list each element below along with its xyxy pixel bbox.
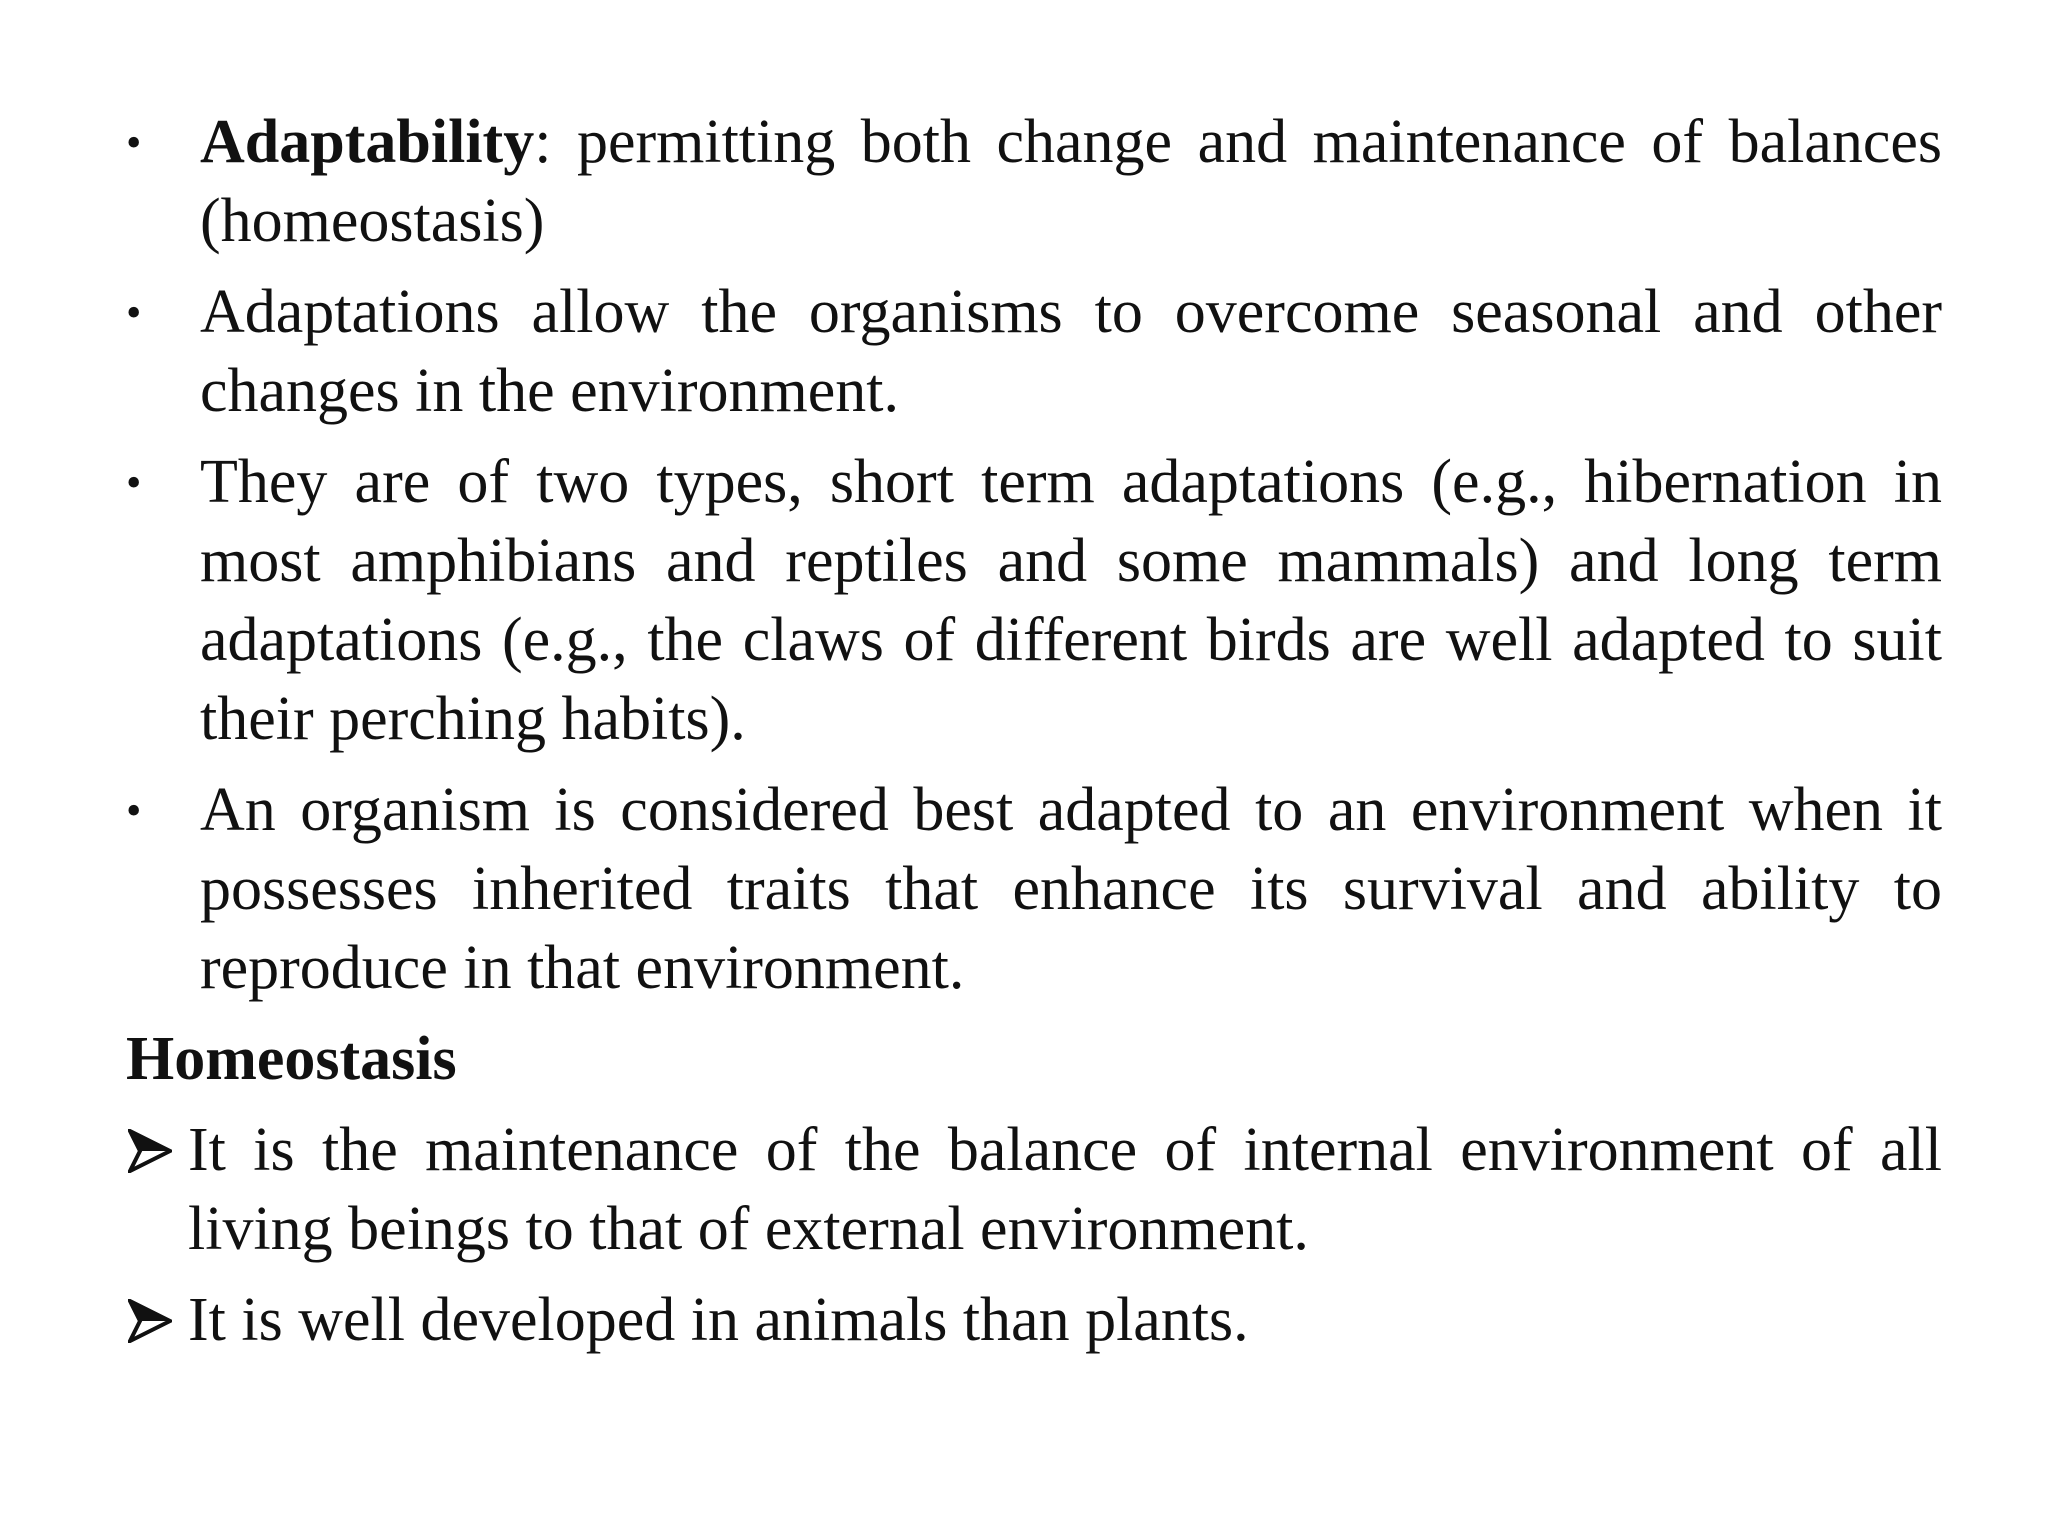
homeostasis-item-text: It is the maintenance of the balance of internal environment of all living beings to that of external environment. [188, 1116, 1942, 1263]
bullet-bold-term: Adaptability [200, 108, 535, 176]
bullet-item-best-adapted [126, 771, 1942, 1008]
bullet-item-adaptations [126, 273, 1942, 431]
arrowhead-bullet-icon [128, 1299, 172, 1343]
homeostasis-item-maintenance [126, 1111, 1942, 1269]
bullet-text: Adaptations allow the organisms to overcome seasonal and other changes in the environment. [200, 278, 1942, 425]
homeostasis-item-animals [126, 1281, 1942, 1360]
bullet-item-adaptability [126, 103, 1942, 261]
bullet-dot-icon: • [126, 118, 142, 167]
homeostasis-item-text: It is well developed in animals than plants. [188, 1286, 1249, 1354]
bullet-dot-icon: • [126, 786, 142, 835]
bullet-item-types [126, 443, 1942, 759]
bullet-list [126, 103, 1942, 1008]
homeostasis-list [126, 1111, 1942, 1360]
bullet-text: An organism is considered best adapted to an environment when it possesses inherited traits that enhance its survival and ability to reproduce in that environment. [200, 776, 1942, 1002]
bullet-text: : permitting both change and maintenance of balances (homeostasis) [200, 108, 1942, 255]
bullet-dot-icon: • [126, 288, 142, 337]
arrowhead-bullet-icon [128, 1129, 172, 1173]
bullet-dot-icon: • [126, 458, 142, 507]
bullet-text: They are of two types, short term adaptations (e.g., hibernation in most amphibians and reptiles and some mammals) and long term adaptations (e.g., the claws of different birds are well adapted to suit their perching habits). [200, 448, 1942, 753]
slide-content [126, 103, 1942, 1372]
homeostasis-heading: Homeostasis [126, 1025, 457, 1093]
